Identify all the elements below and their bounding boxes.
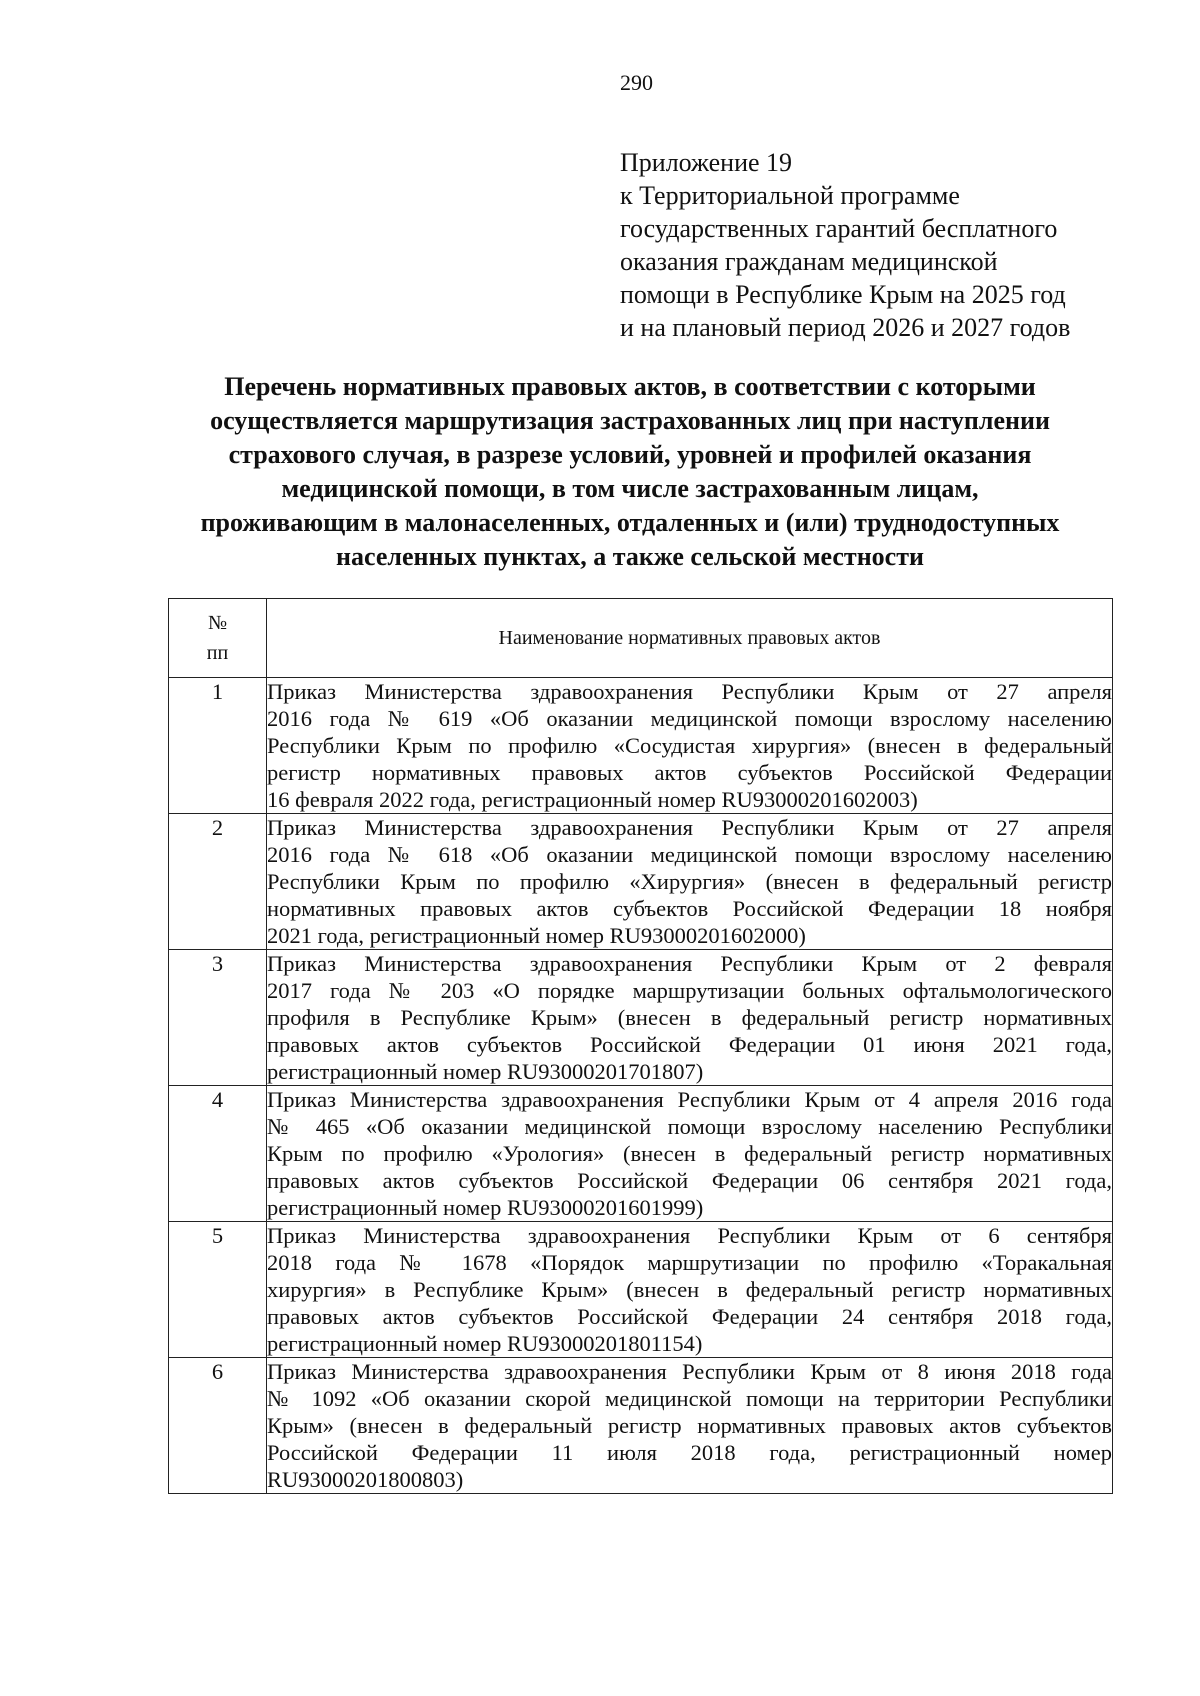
appendix-header [620, 146, 1140, 344]
act-description-text: 2016 года № 618 «Об оказании медицинской помощи взрослому населению [267, 842, 1112, 867]
act-description-text: Республики Крым по профилю «Хирургия» (внесен в федеральный регистр [267, 869, 1112, 894]
row-number: 4 [169, 1086, 267, 1222]
row-number: 6 [169, 1358, 267, 1494]
act-description-line [267, 1140, 1112, 1167]
act-description-text: 2016 года № 619 «Об оказании медицинской помощи взрослому населению [267, 706, 1112, 731]
act-description-text: № 465 «Об оказании медицинской помощи взрослому населению Республики [267, 1114, 1112, 1139]
act-description-text: Приказ Министерства здравоохранения Республики Крым от 27 апреля [267, 679, 1112, 704]
act-description-text: правовых актов субъектов Российской Федерации 01 июня 2021 года, [267, 1032, 1112, 1057]
act-description-text: хирургия» в Республике Крым» (внесен в федеральный регистр нормативных [267, 1277, 1112, 1302]
act-description-text: регистр нормативных правовых актов субъектов Российской Федерации [267, 760, 1112, 785]
act-description-line [267, 1466, 1112, 1493]
table-header-row [169, 599, 1113, 678]
document-title [150, 370, 1110, 574]
act-description-text: регистрационный номер RU93000201601999) [267, 1195, 704, 1220]
act-description-line [267, 1222, 1112, 1249]
table-row [169, 1222, 1113, 1358]
act-description-text: Крым по профилю «Урология» (внесен в федеральный регистр нормативных [267, 1141, 1112, 1166]
act-description-line [267, 950, 1112, 977]
act-description-text: правовых актов субъектов Российской Федерации 24 сентября 2018 года, [267, 1304, 1112, 1329]
act-description [267, 1222, 1113, 1358]
act-description-text: 2021 года, регистрационный номер RU93000201602000) [267, 923, 806, 948]
act-description-text: Приказ Министерства здравоохранения Республики Крым от 27 апреля [267, 815, 1112, 840]
act-description-text: RU93000201800803) [267, 1467, 464, 1492]
act-description-line [267, 895, 1112, 922]
act-description-line [267, 1412, 1112, 1439]
act-description-line [267, 1004, 1112, 1031]
act-description-line [267, 1276, 1112, 1303]
act-description-line [267, 759, 1112, 786]
row-number: 5 [169, 1222, 267, 1358]
table-row [169, 950, 1113, 1086]
column-header-number-abbr: пп [206, 642, 229, 664]
title-line: осуществляется маршрутизация застрахованных лиц при наступлении [210, 406, 1050, 435]
title-line: проживающим в малонаселенных, отдаленных и (или) труднодоступных [200, 508, 1060, 537]
table-row [169, 814, 1113, 950]
act-description-line [267, 1330, 1112, 1357]
table-body [169, 678, 1113, 1494]
act-description-line [267, 977, 1112, 1004]
appendix-line: оказания гражданам медицинской [620, 247, 998, 276]
act-description-text: Приказ Министерства здравоохранения Республики Крым от 4 апреля 2016 года [267, 1087, 1112, 1112]
act-description-line [267, 922, 1112, 949]
act-description-text: Приказ Министерства здравоохранения Республики Крым от 8 июня 2018 года [267, 1359, 1112, 1384]
act-description-text: правовых актов субъектов Российской Федерации 06 сентября 2021 года, [267, 1168, 1112, 1193]
page-number: 290 [620, 70, 653, 95]
act-description-line [267, 678, 1112, 705]
act-description-text: нормативных правовых актов субъектов Российской Федерации 18 ноября [267, 896, 1112, 921]
appendix-line: к Территориальной программе [620, 181, 960, 210]
table-row [169, 1086, 1113, 1222]
title-line: медицинской помощи, в том числе застрахованным лицам, [281, 474, 979, 503]
act-description-line [267, 1113, 1112, 1140]
act-description-text: профиля в Республике Крым» (внесен в федеральный регистр нормативных [267, 1005, 1112, 1030]
act-description-line [267, 705, 1112, 732]
row-number: 3 [169, 950, 267, 1086]
title-line: страхового случая, в разрезе условий, уровней и профилей оказания [228, 440, 1032, 469]
act-description-line [267, 814, 1112, 841]
act-description-line [267, 841, 1112, 868]
act-description-line [267, 868, 1112, 895]
table-row [169, 678, 1113, 814]
act-description-text: Республики Крым по профилю «Сосудистая хирургия» (внесен в федеральный [267, 733, 1112, 758]
row-number: 2 [169, 814, 267, 950]
act-description [267, 1358, 1113, 1494]
appendix-line: государственных гарантий бесплатного [620, 214, 1058, 243]
title-line: Перечень нормативных правовых актов, в соответствии с которыми [224, 372, 1036, 401]
act-description-text: Приказ Министерства здравоохранения Республики Крым от 6 сентября [267, 1223, 1112, 1248]
act-description-text: Российской Федерации 11 июля 2018 года, регистрационный номер [267, 1440, 1112, 1465]
act-description-text: регистрационный номер RU93000201801154) [267, 1331, 703, 1356]
act-description-text: Приказ Министерства здравоохранения Республики Крым от 2 февраля [267, 951, 1112, 976]
act-description-line [267, 1385, 1112, 1412]
act-description-line [267, 732, 1112, 759]
act-description-line [267, 1167, 1112, 1194]
act-description-text: регистрационный номер RU93000201701807) [267, 1059, 704, 1084]
appendix-line: помощи в Республике Крым на 2025 год [620, 280, 1066, 309]
column-header-number [169, 599, 267, 678]
act-description-line [267, 1439, 1112, 1466]
act-description [267, 678, 1113, 814]
act-description-text: Крым» (внесен в федеральный регистр нормативных правовых актов субъектов [267, 1413, 1112, 1438]
act-description-line [267, 1194, 1112, 1221]
act-description-text: 2018 года № 1678 «Порядок маршрутизации по профилю «Торакальная [267, 1250, 1112, 1275]
act-description-text: 16 февраля 2022 года, регистрационный номер RU93000201602003) [267, 787, 918, 812]
act-description [267, 1086, 1113, 1222]
title-line: населенных пунктах, а также сельской местности [336, 542, 924, 571]
appendix-line: Приложение 19 [620, 148, 793, 177]
act-description-line [267, 1249, 1112, 1276]
act-description-line [267, 1358, 1112, 1385]
act-description-text: № 1092 «Об оказании скорой медицинской помощи на территории Республики [267, 1386, 1112, 1411]
row-number: 1 [169, 678, 267, 814]
appendix-line: и на плановый период 2026 и 2027 годов [620, 313, 1071, 342]
act-description-line [267, 1303, 1112, 1330]
act-description-line [267, 1058, 1112, 1085]
act-description-text: 2017 года № 203 «О порядке маршрутизации больных офтальмологического [267, 978, 1112, 1003]
table-row [169, 1358, 1113, 1494]
legal-acts-table [168, 598, 1113, 1494]
act-description [267, 950, 1113, 1086]
act-description-line [267, 786, 1112, 813]
act-description-line [267, 1031, 1112, 1058]
column-header-name: Наименование нормативных правовых актов [267, 599, 1113, 678]
act-description-line [267, 1086, 1112, 1113]
act-description [267, 814, 1113, 950]
column-header-number-symbol: № [207, 612, 228, 634]
